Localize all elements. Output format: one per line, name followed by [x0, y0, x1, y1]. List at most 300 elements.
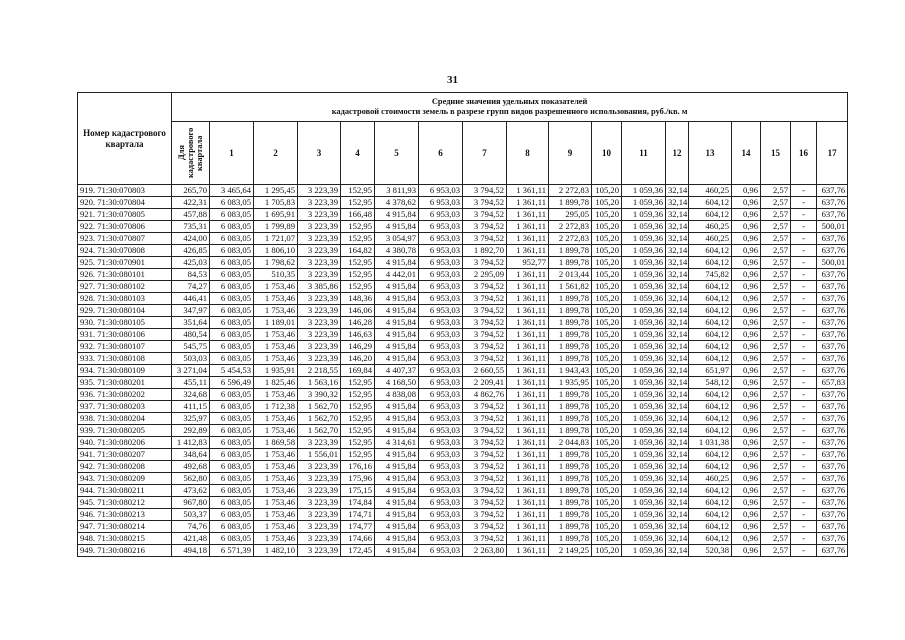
table-row [78, 437, 848, 449]
cell-group-value: 1 361,11 [507, 509, 549, 521]
cell-group-value: 604,12 [689, 293, 732, 305]
cell-group-value: 1 361,11 [507, 473, 549, 485]
cell-quarter-value: 473,62 [172, 485, 210, 497]
cell-group-value: 1 562,70 [298, 401, 341, 413]
cell-group-value: 105,20 [592, 197, 622, 209]
cell-quarter-value: 424,00 [172, 233, 210, 245]
cell-quarter-number: 931. 71:30:080106 [78, 329, 172, 341]
cell-group-value: 6 953,03 [419, 257, 463, 269]
cell-group-value: - [791, 257, 817, 269]
cell-group-value: 105,20 [592, 269, 622, 281]
cell-group-value: 105,20 [592, 209, 622, 221]
cell-group-value: 2,57 [761, 461, 791, 473]
cell-group-value: 1 059,36 [622, 413, 666, 425]
cell-group-value: 32,14 [666, 269, 689, 281]
cell-group-value: 6 953,03 [419, 545, 463, 557]
cell-quarter-number: 922. 71:30:070806 [78, 221, 172, 233]
cell-quarter-number: 928. 71:30:080103 [78, 293, 172, 305]
cell-quarter-number: 936. 71:30:080202 [78, 389, 172, 401]
cell-group-value: - [791, 461, 817, 473]
cell-group-value: 105,20 [592, 293, 622, 305]
cell-group-value: 6 083,05 [210, 317, 254, 329]
cell-group-value: 1 753,46 [254, 305, 298, 317]
cell-group-value: 172,45 [341, 545, 375, 557]
cell-quarter-number: 929. 71:30:080104 [78, 305, 172, 317]
cell-group-value: 4 378,62 [375, 197, 419, 209]
cell-group-value: 1 059,36 [622, 245, 666, 257]
cell-group-value: 1 059,36 [622, 425, 666, 437]
cell-group-value: 1 059,36 [622, 485, 666, 497]
cell-group-value: 152,95 [341, 377, 375, 389]
cell-group-value: 6 083,05 [210, 485, 254, 497]
cell-group-value: 6 953,03 [419, 473, 463, 485]
cell-group-value: 1 059,36 [622, 257, 666, 269]
cell-group-value: 1 899,78 [549, 509, 592, 521]
table-row [78, 233, 848, 245]
cell-group-value: 604,12 [689, 533, 732, 545]
cell-group-value: 164,82 [341, 245, 375, 257]
cell-group-value: 3 223,39 [298, 245, 341, 257]
cell-group-value: 32,14 [666, 233, 689, 245]
cell-quarter-number: 926. 71:30:080101 [78, 269, 172, 281]
cell-group-value: 2 209,41 [463, 377, 507, 389]
cell-group-value: - [791, 509, 817, 521]
cell-group-value: 6 953,03 [419, 365, 463, 377]
cell-group-value: 4 915,84 [375, 497, 419, 509]
cell-group-value: 1 361,11 [507, 389, 549, 401]
cell-group-value: 604,12 [689, 257, 732, 269]
cell-group-value: 152,95 [341, 449, 375, 461]
header-columns-row [78, 122, 848, 185]
cell-group-value: 3 794,52 [463, 461, 507, 473]
table-row [78, 341, 848, 353]
cell-group-value: 0,96 [732, 449, 761, 461]
cell-group-value: 1 563,16 [298, 377, 341, 389]
cell-group-value: 0,96 [732, 293, 761, 305]
cell-group-value: 1 943,43 [549, 365, 592, 377]
cell-group-value: 6 083,05 [210, 281, 254, 293]
cell-group-value: 637,76 [817, 497, 848, 509]
cell-group-value: 3 223,39 [298, 509, 341, 521]
cell-group-value: 651,97 [689, 365, 732, 377]
cell-group-value: 4 915,84 [375, 257, 419, 269]
cell-group-value: 105,20 [592, 257, 622, 269]
cell-group-value: 32,14 [666, 365, 689, 377]
cell-quarter-value: 422,31 [172, 197, 210, 209]
cell-group-value: 0,96 [732, 209, 761, 221]
header-group-col: 11 [622, 122, 666, 185]
cell-group-value: 4 915,84 [375, 317, 419, 329]
cell-group-value: 4 407,37 [375, 365, 419, 377]
cell-group-value: 6 953,03 [419, 413, 463, 425]
cell-group-value: 105,20 [592, 425, 622, 437]
cell-group-value: 1 753,46 [254, 413, 298, 425]
cell-quarter-value: 425,03 [172, 257, 210, 269]
header-group-col: 12 [666, 122, 689, 185]
cell-group-value: 6 953,03 [419, 377, 463, 389]
cell-quarter-value: 735,31 [172, 221, 210, 233]
cell-group-value: 1 899,78 [549, 533, 592, 545]
cell-quarter-number: 946. 71:30:080213 [78, 509, 172, 521]
cell-group-value: 3 794,52 [463, 317, 507, 329]
table-row [78, 485, 848, 497]
cell-group-value: 2,57 [761, 521, 791, 533]
cell-group-value: 2,57 [761, 437, 791, 449]
cell-group-value: 3 794,52 [463, 449, 507, 461]
cell-group-value: 604,12 [689, 497, 732, 509]
cell-group-value: 2,57 [761, 329, 791, 341]
cell-quarter-number: 948. 71:30:080215 [78, 533, 172, 545]
cell-group-value: 3 223,39 [298, 317, 341, 329]
cell-group-value: 0,96 [732, 341, 761, 353]
cell-quarter-number: 932. 71:30:080107 [78, 341, 172, 353]
cell-group-value: 152,95 [341, 197, 375, 209]
cell-quarter-value: 503,03 [172, 353, 210, 365]
cell-group-value: 1 361,11 [507, 353, 549, 365]
cell-group-value: 3 223,39 [298, 533, 341, 545]
cell-quarter-value: 446,41 [172, 293, 210, 305]
cell-group-value: 6 953,03 [419, 485, 463, 497]
cell-group-value: 0,96 [732, 329, 761, 341]
cell-group-value: 176,16 [341, 461, 375, 473]
cell-group-value: - [791, 521, 817, 533]
cell-group-value: 1 059,36 [622, 233, 666, 245]
cell-group-value: 105,20 [592, 545, 622, 557]
table-row [78, 365, 848, 377]
cell-group-value: 1 361,11 [507, 521, 549, 533]
cell-group-value: 3 223,39 [298, 497, 341, 509]
cell-group-value: 1 361,11 [507, 305, 549, 317]
cell-group-value: 32,14 [666, 497, 689, 509]
cell-group-value: 32,14 [666, 389, 689, 401]
cell-group-value: 152,95 [341, 257, 375, 269]
cell-group-value: 604,12 [689, 317, 732, 329]
cell-group-value: 3 223,39 [298, 305, 341, 317]
cell-quarter-value: 84,53 [172, 269, 210, 281]
cell-group-value: 6 083,05 [210, 401, 254, 413]
cell-group-value: 3 385,86 [298, 281, 341, 293]
cell-group-value: 0,96 [732, 521, 761, 533]
table-row [78, 221, 848, 233]
cell-group-value: 6 083,05 [210, 305, 254, 317]
cell-group-value: 2,57 [761, 185, 791, 197]
table-row [78, 293, 848, 305]
cell-group-value: 6 953,03 [419, 329, 463, 341]
cell-group-value: - [791, 293, 817, 305]
cell-group-value: 4 380,78 [375, 245, 419, 257]
cell-group-value: 4 915,84 [375, 293, 419, 305]
cell-group-value: 105,20 [592, 461, 622, 473]
cell-group-value: 637,76 [817, 293, 848, 305]
cell-group-value: 6 953,03 [419, 401, 463, 413]
cell-group-value: 1 059,36 [622, 353, 666, 365]
cell-group-value: 1 059,36 [622, 209, 666, 221]
cell-group-value: 1 753,46 [254, 425, 298, 437]
cell-group-value: 604,12 [689, 425, 732, 437]
cell-group-value: 0,96 [732, 233, 761, 245]
cell-group-value: 1 753,46 [254, 329, 298, 341]
cell-group-value: 1 295,45 [254, 185, 298, 197]
cell-group-value: 1 899,78 [549, 341, 592, 353]
cell-group-value: 604,12 [689, 341, 732, 353]
cell-group-value: 105,20 [592, 305, 622, 317]
cell-group-value: 3 794,52 [463, 329, 507, 341]
cell-group-value: 1 361,11 [507, 185, 549, 197]
cell-quarter-value: 324,68 [172, 389, 210, 401]
cell-group-value: 3 223,39 [298, 197, 341, 209]
cell-group-value: 6 953,03 [419, 437, 463, 449]
cell-group-value: 4 915,84 [375, 221, 419, 233]
cell-group-value: 6 083,05 [210, 413, 254, 425]
cell-group-value: 1 059,36 [622, 533, 666, 545]
cell-group-value: - [791, 209, 817, 221]
cell-group-value: 0,96 [732, 185, 761, 197]
cell-group-value: 1 753,46 [254, 449, 298, 461]
cell-group-value: 0,96 [732, 281, 761, 293]
cell-group-value: 2 272,83 [549, 233, 592, 245]
cell-group-value: 1 561,82 [549, 281, 592, 293]
cell-group-value: 2 295,09 [463, 269, 507, 281]
cell-group-value: 637,76 [817, 305, 848, 317]
cell-group-value: 5 454,53 [210, 365, 254, 377]
cell-group-value: 6 083,05 [210, 425, 254, 437]
cell-group-value: 32,14 [666, 185, 689, 197]
cell-group-value: 4 915,84 [375, 401, 419, 413]
cell-group-value: 105,20 [592, 377, 622, 389]
cell-group-value: 4 915,84 [375, 329, 419, 341]
cell-group-value: 152,95 [341, 401, 375, 413]
cell-group-value: 637,76 [817, 365, 848, 377]
cell-group-value: 6 953,03 [419, 281, 463, 293]
cell-quarter-number: 919. 71:30:070803 [78, 185, 172, 197]
cell-group-value: 1 361,11 [507, 437, 549, 449]
cell-group-value: 1 899,78 [549, 305, 592, 317]
cell-group-value: 637,76 [817, 197, 848, 209]
cell-group-value: 6 953,03 [419, 221, 463, 233]
cell-group-value: 637,76 [817, 437, 848, 449]
cell-group-value: 3 794,52 [463, 425, 507, 437]
cell-group-value: 0,96 [732, 377, 761, 389]
table-row [78, 425, 848, 437]
cell-group-value: 3 794,52 [463, 485, 507, 497]
cell-group-value: 4 838,08 [375, 389, 419, 401]
cell-group-value: 637,76 [817, 461, 848, 473]
cell-group-value: 1 059,36 [622, 269, 666, 281]
cell-group-value: 637,76 [817, 233, 848, 245]
cell-group-value: 32,14 [666, 521, 689, 533]
cell-group-value: 1 798,62 [254, 257, 298, 269]
header-group-col: 5 [375, 122, 419, 185]
cell-group-value: 1 361,11 [507, 413, 549, 425]
cell-group-value: 32,14 [666, 509, 689, 521]
cell-group-value: 2,57 [761, 377, 791, 389]
cell-group-value: 2,57 [761, 257, 791, 269]
cell-group-value: - [791, 449, 817, 461]
cell-group-value: 1 482,10 [254, 545, 298, 557]
cell-group-value: 1 059,36 [622, 389, 666, 401]
cell-group-value: 637,76 [817, 281, 848, 293]
cell-group-value: 3 794,52 [463, 209, 507, 221]
cell-quarter-value: 74,76 [172, 521, 210, 533]
cell-group-value: 637,76 [817, 269, 848, 281]
cell-quarter-value: 967,80 [172, 497, 210, 509]
cell-group-value: 105,20 [592, 245, 622, 257]
cell-group-value: 32,14 [666, 545, 689, 557]
cell-group-value: 460,25 [689, 233, 732, 245]
cell-group-value: 2,57 [761, 425, 791, 437]
cell-group-value: 32,14 [666, 209, 689, 221]
table-row [78, 545, 848, 557]
cell-group-value: 6 083,05 [210, 341, 254, 353]
cell-group-value: 1 753,46 [254, 485, 298, 497]
cell-group-value: - [791, 329, 817, 341]
cell-group-value: 4 915,84 [375, 413, 419, 425]
cell-group-value: 2,57 [761, 269, 791, 281]
cell-group-value: 1 361,11 [507, 269, 549, 281]
cell-group-value: 175,15 [341, 485, 375, 497]
cell-group-value: 2,57 [761, 485, 791, 497]
cell-group-value: 2,57 [761, 245, 791, 257]
cell-group-value: 6 571,39 [210, 545, 254, 557]
cell-group-value: 1 899,78 [549, 449, 592, 461]
cell-quarter-number: 943. 71:30:080209 [78, 473, 172, 485]
cell-group-value: 4 314,61 [375, 437, 419, 449]
header-group-col: 17 [817, 122, 848, 185]
cadastral-value-table [77, 92, 848, 557]
cell-group-value: 32,14 [666, 257, 689, 269]
cell-group-value: 604,12 [689, 197, 732, 209]
cell-group-value: 1 361,11 [507, 209, 549, 221]
cell-group-value: 1 059,36 [622, 365, 666, 377]
cell-group-value: 6 083,05 [210, 473, 254, 485]
cell-group-value: 1 753,46 [254, 461, 298, 473]
cell-group-value: 174,66 [341, 533, 375, 545]
cell-group-value: 2 218,55 [298, 365, 341, 377]
header-group-col: 10 [592, 122, 622, 185]
cell-group-value: - [791, 305, 817, 317]
cell-quarter-value: 455,11 [172, 377, 210, 389]
cell-group-value: 32,14 [666, 281, 689, 293]
cell-group-value: - [791, 233, 817, 245]
cell-group-value: 0,96 [732, 497, 761, 509]
table-row [78, 533, 848, 545]
cell-group-value: 2,57 [761, 413, 791, 425]
cell-group-value: 152,95 [341, 437, 375, 449]
cell-group-value: 2,57 [761, 533, 791, 545]
cell-quarter-number: 947. 71:30:080214 [78, 521, 172, 533]
cell-quarter-value: 426,85 [172, 245, 210, 257]
table-row [78, 305, 848, 317]
cell-group-value: 1 562,70 [298, 413, 341, 425]
cell-group-value: 0,96 [732, 221, 761, 233]
cell-group-value: 2,57 [761, 401, 791, 413]
cell-quarter-number: 938. 71:30:080204 [78, 413, 172, 425]
cell-quarter-value: 545,75 [172, 341, 210, 353]
cell-group-value: 1 059,36 [622, 185, 666, 197]
cell-group-value: 146,20 [341, 353, 375, 365]
cell-group-value: 4 915,84 [375, 425, 419, 437]
cell-group-value: 1 361,11 [507, 365, 549, 377]
cell-group-value: 1 059,36 [622, 461, 666, 473]
cell-group-value: 4 915,84 [375, 461, 419, 473]
cell-group-value: 1 899,78 [549, 329, 592, 341]
cell-group-value: 460,25 [689, 221, 732, 233]
cell-group-value: 1 753,46 [254, 509, 298, 521]
cell-group-value: 460,25 [689, 185, 732, 197]
header-group-col: 6 [419, 122, 463, 185]
cell-group-value: 2,57 [761, 509, 791, 521]
cell-group-value: 105,20 [592, 389, 622, 401]
cell-group-value: 2,57 [761, 281, 791, 293]
cell-group-value: 6 953,03 [419, 341, 463, 353]
cell-group-value: 105,20 [592, 233, 622, 245]
cell-group-value: 1 361,11 [507, 449, 549, 461]
cell-group-value: 3 223,39 [298, 269, 341, 281]
cell-group-value: 174,77 [341, 521, 375, 533]
header-cadastral-quarter-number: Номер кадастрового квартала [78, 93, 172, 185]
table-row [78, 257, 848, 269]
cell-group-value: 152,95 [341, 185, 375, 197]
cell-group-value: 637,76 [817, 209, 848, 221]
cell-group-value: 637,76 [817, 473, 848, 485]
cell-quarter-number: 934. 71:30:080109 [78, 365, 172, 377]
cell-group-value: 6 596,49 [210, 377, 254, 389]
cell-group-value: 1 059,36 [622, 437, 666, 449]
cell-group-value: 146,06 [341, 305, 375, 317]
cell-group-value: 1 899,78 [549, 353, 592, 365]
cell-group-value: 152,95 [341, 233, 375, 245]
cell-group-value: 1 059,36 [622, 281, 666, 293]
cell-group-value: 2,57 [761, 449, 791, 461]
cell-group-value: 0,96 [732, 413, 761, 425]
table-row [78, 449, 848, 461]
cell-group-value: 1 753,46 [254, 353, 298, 365]
cell-group-value: 1 869,58 [254, 437, 298, 449]
cell-quarter-value: 1 412,83 [172, 437, 210, 449]
cell-group-value: 0,96 [732, 353, 761, 365]
cell-group-value: 510,35 [254, 269, 298, 281]
cell-group-value: 604,12 [689, 521, 732, 533]
cell-quarter-value: 292,89 [172, 425, 210, 437]
cell-group-value: 637,76 [817, 185, 848, 197]
cell-group-value: 1 059,36 [622, 305, 666, 317]
table-row [78, 197, 848, 209]
cell-group-value: 1 361,11 [507, 329, 549, 341]
cell-quarter-number: 923. 71:30:070807 [78, 233, 172, 245]
cell-group-value: - [791, 533, 817, 545]
cell-group-value: 6 083,05 [210, 521, 254, 533]
cell-group-value: 6 083,05 [210, 509, 254, 521]
cell-group-value: 3 794,52 [463, 401, 507, 413]
cell-group-value: 3 223,39 [298, 521, 341, 533]
cell-group-value: 105,20 [592, 533, 622, 545]
cell-group-value: 0,96 [732, 461, 761, 473]
cell-group-value: 105,20 [592, 413, 622, 425]
cell-quarter-number: 944. 71:30:080211 [78, 485, 172, 497]
cell-group-value: 6 953,03 [419, 521, 463, 533]
cell-group-value: - [791, 485, 817, 497]
cell-group-value: 3 794,52 [463, 473, 507, 485]
cell-group-value: 2,57 [761, 293, 791, 305]
cell-group-value: 637,76 [817, 413, 848, 425]
cell-group-value: 637,76 [817, 317, 848, 329]
cell-group-value: 2,57 [761, 305, 791, 317]
cell-group-value: 0,96 [732, 269, 761, 281]
cell-quarter-number: 942. 71:30:080208 [78, 461, 172, 473]
cell-group-value: 3 223,39 [298, 341, 341, 353]
cell-group-value: 745,82 [689, 269, 732, 281]
cell-quarter-number: 939. 71:30:080205 [78, 425, 172, 437]
